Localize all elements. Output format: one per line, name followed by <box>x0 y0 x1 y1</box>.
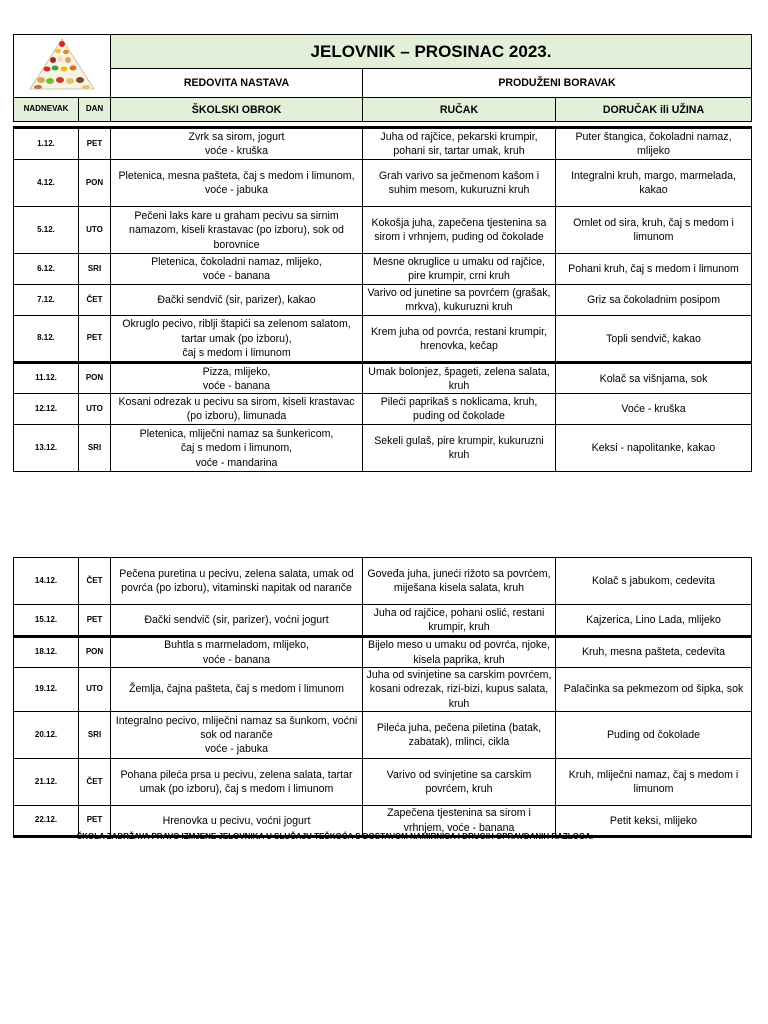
breakfast-snack-cell: Kruh, mesna pašteta, cedevita <box>556 637 752 668</box>
breakfast-snack-cell: Omlet od sira, kruh, čaj s medom i limunom <box>556 207 752 254</box>
date-cell: 22.12. <box>14 806 79 837</box>
school-meal-cell: Pletenica, čokoladni namaz, mlijeko, voće - banana <box>111 254 363 285</box>
section-extended: PRODUŽENI BORAVAK <box>363 68 752 98</box>
day-cell: UTO <box>79 394 111 425</box>
lunch-cell: Goveđa juha, juneći rižoto sa povrćem, miješana kisela salata, kruh <box>363 558 556 605</box>
breakfast-snack-cell: Palačinka sa pekmezom od šipka, sok <box>556 668 752 712</box>
menu-rows-bottom <box>14 558 752 837</box>
day-cell: PON <box>79 637 111 668</box>
lunch-cell: Krem juha od povrća, restani krumpir, hrenovka, kečap <box>363 316 556 363</box>
column-header-school-meal: ŠKOLSKI OBROK <box>111 98 363 122</box>
school-meal-cell: Kosani odrezak u pecivu sa sirom, kiseli krastavac (po izboru), limunada <box>111 394 363 425</box>
school-meal-cell: Đački sendvič (sir, parizer), voćni jogurt <box>111 605 363 637</box>
date-cell: 18.12. <box>14 637 79 668</box>
day-cell: PET <box>79 316 111 363</box>
date-cell: 1.12. <box>14 128 79 160</box>
table-row <box>14 759 752 806</box>
lunch-cell: Zapečena tjestenina sa sirom i vrhnjem, voće - banana <box>363 806 556 837</box>
day-cell: PET <box>79 806 111 837</box>
breakfast-snack-cell: Kajzerica, Lino Lada, mlijeko <box>556 605 752 637</box>
date-cell: 11.12. <box>14 363 79 394</box>
table-row <box>14 316 752 363</box>
day-cell: PON <box>79 363 111 394</box>
school-meal-cell: Pečeni laks kare u graham pecivu sa sirnim namazom, kiseli krastavac (po izboru), sok od borovnice <box>111 207 363 254</box>
school-meal-cell: Pletenica, mliječni namaz sa šunkericom, čaj s medom i limunom, voće - mandarina <box>111 425 363 472</box>
table-row <box>14 160 752 207</box>
breakfast-snack-cell: Integralni kruh, margo, marmelada, kakao <box>556 160 752 207</box>
breakfast-snack-cell: Puter štangica, čokoladni namaz, mlijeko <box>556 128 752 160</box>
date-cell: 21.12. <box>14 759 79 806</box>
date-cell: 7.12. <box>14 285 79 316</box>
breakfast-snack-cell: Griz sa čokoladnim posipom <box>556 285 752 316</box>
date-cell: 15.12. <box>14 605 79 637</box>
lunch-cell: Bijelo meso u umaku od povrća, njoke, kisela paprika, kruh <box>363 637 556 668</box>
column-header-day: DAN <box>79 98 111 122</box>
date-cell: 20.12. <box>14 712 79 759</box>
breakfast-snack-cell: Keksi - napolitanke, kakao <box>556 425 752 472</box>
lunch-cell: Pileći paprikaš s noklicama, kruh, puding od čokolade <box>363 394 556 425</box>
table-row <box>14 668 752 712</box>
date-cell: 6.12. <box>14 254 79 285</box>
day-cell: PET <box>79 605 111 637</box>
school-meal-cell: Zvrk sa sirom, jogurt voće - kruška <box>111 128 363 160</box>
school-meal-cell: Okruglo pecivo, riblji štapići sa zelenom salatom, tartar umak (po izboru), čaj s medom i limunom <box>111 316 363 363</box>
column-header-date: NADNEVAK <box>14 98 79 122</box>
school-meal-cell: Pletenica, mesna pašteta, čaj s medom i limunom, voće - jabuka <box>111 160 363 207</box>
section-regular: REDOVITA NASTAVA <box>111 68 363 98</box>
day-cell: SRI <box>79 712 111 759</box>
lunch-cell: Umak bolonjez, špageti, zelena salata, kruh <box>363 363 556 394</box>
school-meal-cell: Integralno pecivo, mliječni namaz sa šunkom, voćni sok od naranče voće - jabuka <box>111 712 363 759</box>
lunch-cell: Juha od svinjetine sa carskim povrćem, kosani odrezak, rizi-bizi, kupus salata, kruh <box>363 668 556 712</box>
table-row <box>14 128 752 160</box>
breakfast-snack-cell: Petit keksi, mlijeko <box>556 806 752 837</box>
menu-rows-top <box>14 128 752 472</box>
day-cell: SRI <box>79 425 111 472</box>
school-meal-cell: Pizza, mlijeko, voće - banana <box>111 363 363 394</box>
menu-table-top <box>13 34 752 472</box>
lunch-cell: Kokošja juha, zapečena tjestenina sa sirom i vrhnjem, puding od čokolade <box>363 207 556 254</box>
lunch-cell: Varivo od junetine sa povrćem (grašak, mrkva), kukuruzni kruh <box>363 285 556 316</box>
lunch-cell: Grah varivo sa ječmenom kašom i suhim mesom, kukuruzni kruh <box>363 160 556 207</box>
breakfast-snack-cell: Topli sendvič, kakao <box>556 316 752 363</box>
table-row <box>14 254 752 285</box>
school-meal-cell: Pečena puretina u pecivu, zelena salata, umak od povrća (po izboru), vitaminski napitak od naranče <box>111 558 363 605</box>
breakfast-snack-cell: Kruh, mliječni namaz, čaj s medom i limunom <box>556 759 752 806</box>
lunch-cell: Pileća juha, pečena piletina (batak, zabatak), mlinci, cikla <box>363 712 556 759</box>
school-meal-cell: Hrenovka u pecivu, voćni jogurt <box>111 806 363 837</box>
lunch-cell: Mesne okruglice u umaku od rajčice, pire krumpir, crni kruh <box>363 254 556 285</box>
breakfast-snack-cell: Pohani kruh, čaj s medom i limunom <box>556 254 752 285</box>
footnote-text: ŠKOLA ZADRŽAVA PRAVO IZMJENE JELOVNIKA U SLUČAJU TEŠKOĆA S DOSTAVOM NAMIRNICA I DRUGIH OPRAVDANIH RAZLOGA. <box>76 832 594 841</box>
food-pyramid-logo <box>14 35 111 98</box>
day-cell: ČET <box>79 285 111 316</box>
menu-table-bottom <box>13 557 752 838</box>
day-cell: PON <box>79 160 111 207</box>
table-row <box>14 425 752 472</box>
table-row <box>14 605 752 637</box>
footnote <box>64 832 593 841</box>
school-meal-cell: Pohana pileća prsa u pecivu, zelena salata, tartar umak (po izboru), čaj s medom i limunom <box>111 759 363 806</box>
breakfast-snack-cell: Voće - kruška <box>556 394 752 425</box>
school-meal-cell: Đački sendvič (sir, parizer), kakao <box>111 285 363 316</box>
date-cell: 12.12. <box>14 394 79 425</box>
school-meal-cell: Buhtla s marmeladom, mlijeko, voće - banana <box>111 637 363 668</box>
table-row <box>14 712 752 759</box>
table-row <box>14 363 752 394</box>
table-row <box>14 285 752 316</box>
column-header-lunch: RUČAK <box>363 98 556 122</box>
lunch-cell: Varivo od svinjetine sa carskim povrćem, kruh <box>363 759 556 806</box>
date-cell: 13.12. <box>14 425 79 472</box>
date-cell: 8.12. <box>14 316 79 363</box>
day-cell: UTO <box>79 207 111 254</box>
date-cell: 14.12. <box>14 558 79 605</box>
breakfast-snack-cell: Kolač sa višnjama, sok <box>556 363 752 394</box>
day-cell: PET <box>79 128 111 160</box>
breakfast-snack-cell: Kolač s jabukom, cedevita <box>556 558 752 605</box>
date-cell: 4.12. <box>14 160 79 207</box>
table-row <box>14 558 752 605</box>
column-header-breakfast-snack: DORUČAK ili UŽINA <box>556 98 752 122</box>
lunch-cell: Juha od rajčice, pekarski krumpir, pohani sir, tartar umak, kruh <box>363 128 556 160</box>
day-cell: ČET <box>79 759 111 806</box>
table-row <box>14 637 752 668</box>
lunch-cell: Sekeli gulaš, pire krumpir, kukuruzni kruh <box>363 425 556 472</box>
page-title: JELOVNIK – PROSINAC 2023. <box>111 35 752 69</box>
date-cell: 5.12. <box>14 207 79 254</box>
day-cell: ČET <box>79 558 111 605</box>
table-row <box>14 394 752 425</box>
food-pyramid-icon <box>22 35 102 93</box>
lunch-cell: Juha od rajčice, pohani oslić, restani krumpir, kruh <box>363 605 556 637</box>
table-row <box>14 207 752 254</box>
school-meal-cell: Žemlja, čajna pašteta, čaj s medom i limunom <box>111 668 363 712</box>
day-cell: SRI <box>79 254 111 285</box>
date-cell: 19.12. <box>14 668 79 712</box>
breakfast-snack-cell: Puding od čokolade <box>556 712 752 759</box>
day-cell: UTO <box>79 668 111 712</box>
footnote-bullet: • <box>64 832 67 841</box>
